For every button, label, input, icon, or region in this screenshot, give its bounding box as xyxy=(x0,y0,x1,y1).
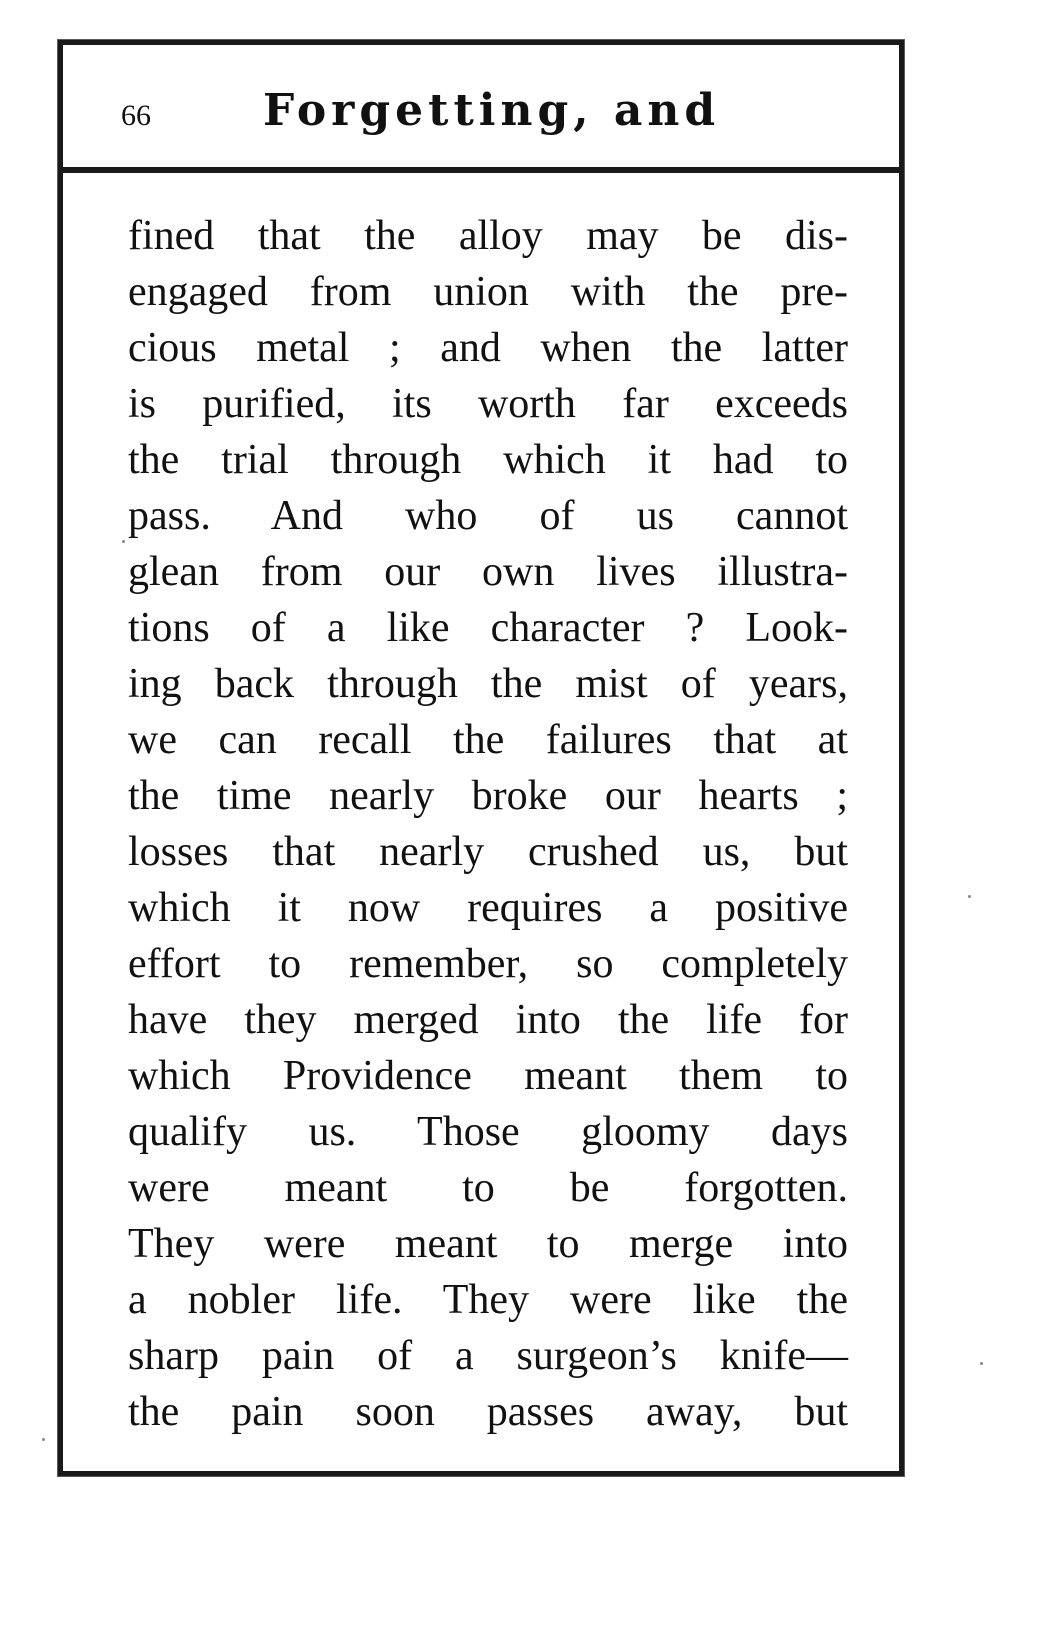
page-number: 66 xyxy=(121,99,151,132)
text-line: engaged from union with the pre- xyxy=(128,269,848,315)
text-line: a nobler life. They were like the xyxy=(128,1277,848,1323)
speck xyxy=(42,1438,45,1441)
text-line: the pain soon passes away, but xyxy=(128,1389,848,1435)
text-line: glean from our own lives illustra- xyxy=(128,549,848,595)
text-line: were meant to be forgotten. xyxy=(128,1165,848,1211)
text-line: They were meant to merge into xyxy=(128,1221,848,1267)
text-line: have they merged into the life for xyxy=(128,997,848,1043)
text-line: which Providence meant them to xyxy=(128,1053,848,1099)
text-line: we can recall the failures that at xyxy=(128,717,848,763)
text-line: losses that nearly crushed us, but xyxy=(128,829,848,875)
speck xyxy=(122,540,125,543)
text-line: effort to remember, so completely xyxy=(128,941,848,987)
text-line: the time nearly broke our hearts ; xyxy=(128,773,848,819)
text-line: qualify us. Those gloomy days xyxy=(128,1109,848,1155)
text-line: the trial through which it had to xyxy=(128,437,848,483)
text-line: pass. And who of us cannot xyxy=(128,493,848,539)
running-head xyxy=(63,45,899,173)
text-line: is purified, its worth far exceeds xyxy=(128,381,848,427)
text-line: ing back through the mist of years, xyxy=(128,661,848,707)
text-line: cious metal ; and when the latter xyxy=(128,325,848,371)
text-line: which it now requires a positive xyxy=(128,885,848,931)
speck xyxy=(968,895,971,898)
running-title: Forgetting, and xyxy=(263,85,721,136)
text-line: sharp pain of a surgeon’s knife— xyxy=(128,1333,848,1379)
text-line: fined that the alloy may be dis- xyxy=(128,213,848,259)
text-line: tions of a like character ? Look- xyxy=(128,605,848,651)
body-text xyxy=(128,208,848,1440)
speck xyxy=(980,1362,983,1365)
